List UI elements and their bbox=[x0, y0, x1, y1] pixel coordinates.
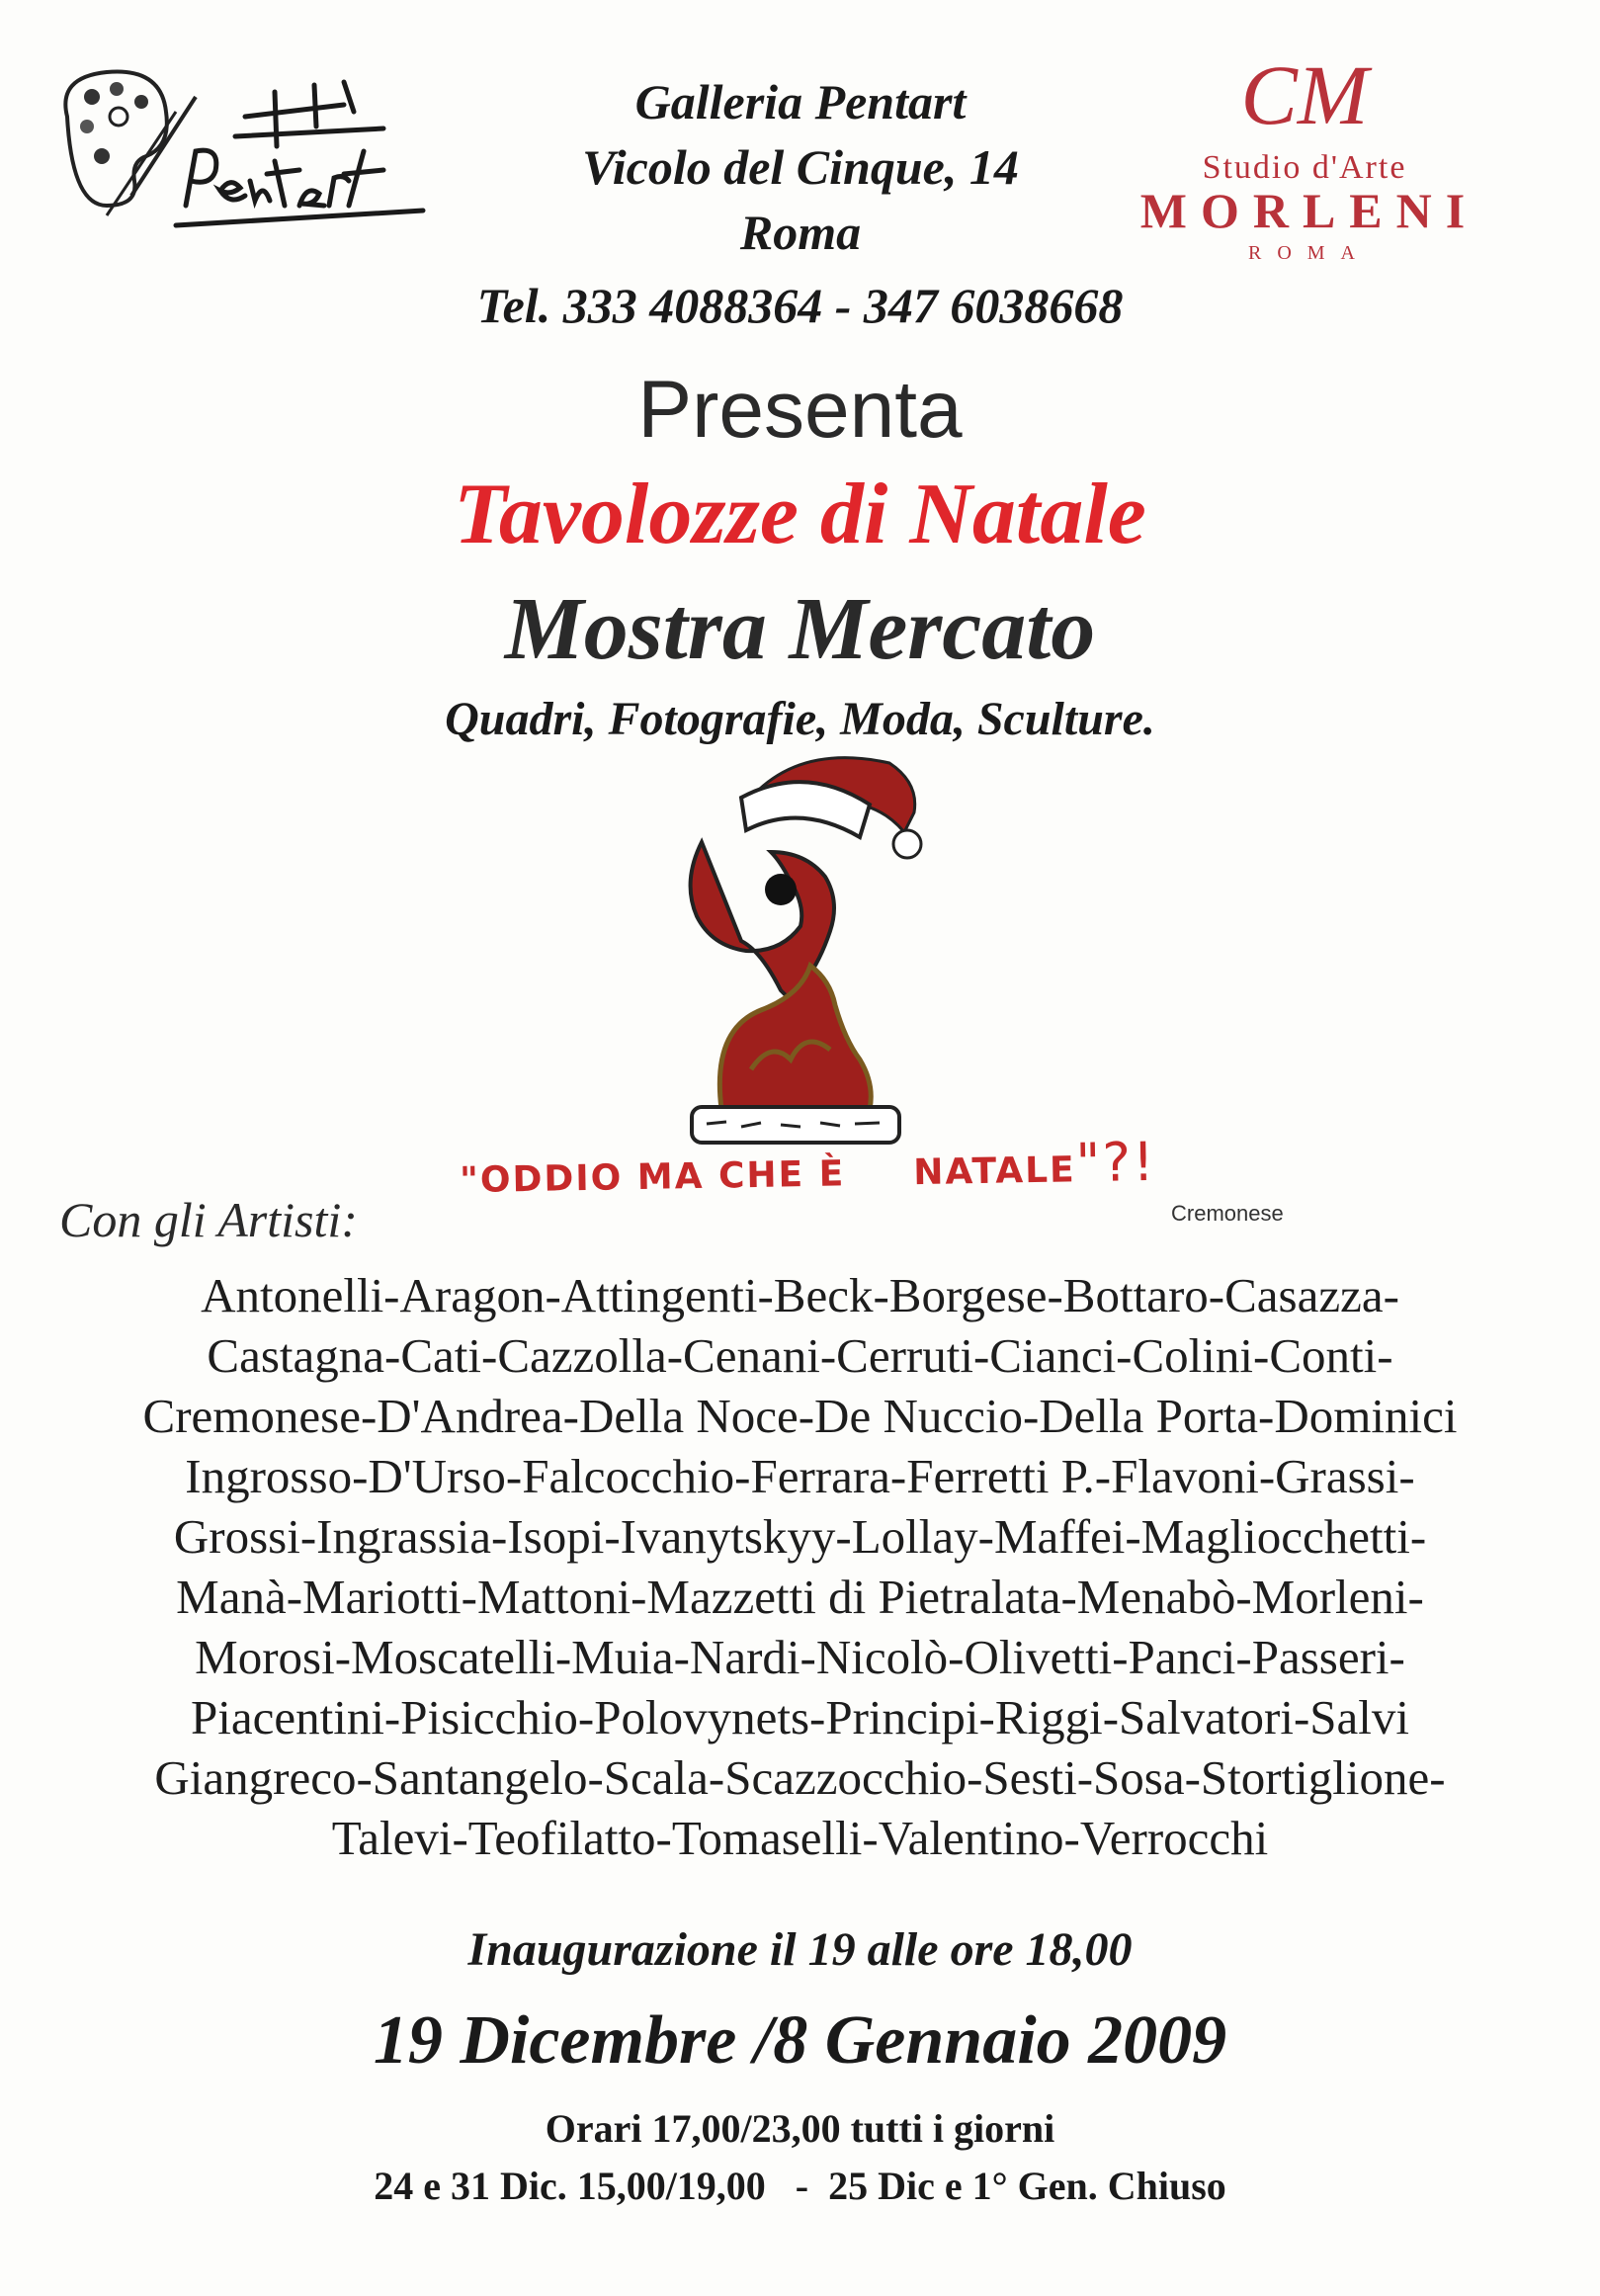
phone-numbers: Tel. 333 4088364 - 347 6038668 bbox=[476, 278, 1124, 333]
event-subtitle: Mostra Mercato bbox=[504, 580, 1096, 678]
artist-line: Manà-Mariotti-Mattoni-Mazzetti di Pietralata-Menabò-Morleni- bbox=[176, 1570, 1424, 1624]
artists-list bbox=[0, 1265, 1600, 1868]
event-title: Tavolozze di Natale bbox=[454, 467, 1146, 562]
opening-hours: Orari 17,00/23,00 tutti i giorni bbox=[545, 2106, 1055, 2151]
gallery-city: Roma bbox=[739, 205, 862, 260]
caption-part-1: "ODDIO MA CHE È bbox=[459, 1153, 846, 1202]
artist-line: Antonelli-Aragon-Attingenti-Beck-Borgese-Bottaro-Casazza- bbox=[201, 1268, 1399, 1322]
holiday-hours: 24 e 31 Dic. 15,00/19,00 - 25 Dic e 1° Gen. Chiuso bbox=[374, 2164, 1226, 2208]
artists-label: Con gli Artisti: bbox=[59, 1192, 358, 1247]
caption-part-2: NATALE bbox=[912, 1149, 1077, 1194]
pentart-signature bbox=[176, 82, 423, 225]
morleni-studio-label: Studio d'Arte bbox=[1202, 149, 1407, 186]
morleni-logo bbox=[1137, 40, 1532, 277]
artist-line: Grossi-Ingrassia-Isopi-Ivanytskyy-Lollay-Maffei-Magliocchetti- bbox=[173, 1509, 1427, 1564]
pentart-logo bbox=[47, 57, 472, 255]
inauguration-info: Inaugurazione il 19 alle ore 18,00 bbox=[467, 1923, 1133, 1976]
caption-end: "?! bbox=[1075, 1130, 1157, 1195]
artist-line: Piacentini-Pisicchio-Polovynets-Principi-Riggi-Salvatori-Salvi bbox=[190, 1690, 1409, 1744]
gallery-name: Galleria Pentart bbox=[634, 74, 967, 129]
palette-icon bbox=[65, 72, 196, 216]
illustration-credit: Cremonese bbox=[1171, 1201, 1284, 1226]
address-block bbox=[494, 69, 1107, 265]
artist-line: Giangreco-Santangelo-Scala-Scazzocchio-Sesti-Sosa-Stortiglione- bbox=[154, 1750, 1446, 1805]
santa-question-mark-illustration bbox=[632, 743, 959, 1148]
artist-line: Cremonese-D'Andrea-Della Noce-De Nuccio-Della Porta-Dominici bbox=[142, 1389, 1458, 1443]
artist-line: Morosi-Moscatelli-Muia-Nardi-Nicolò-Olivetti-Panci-Passeri- bbox=[195, 1630, 1405, 1684]
morleni-name: MORLENI bbox=[1139, 183, 1479, 238]
event-categories: Quadri, Fotografie, Moda, Sculture. bbox=[445, 693, 1155, 745]
illustration-caption bbox=[460, 1131, 1157, 1205]
morleni-monogram: CM bbox=[1240, 47, 1369, 142]
exhibition-dates: 19 Dicembre /8 Gennaio 2009 bbox=[373, 2002, 1227, 2079]
gallery-street: Vicolo del Cinque, 14 bbox=[582, 139, 1019, 195]
artist-line: Ingrosso-D'Urso-Falcocchio-Ferrara-Ferretti P.-Flavoni-Grassi- bbox=[185, 1449, 1415, 1503]
artist-line: Talevi-Teofilatto-Tomaselli-Valentino-Verrocchi bbox=[331, 1811, 1269, 1865]
morleni-city: ROMA bbox=[1247, 242, 1372, 264]
artist-line: Castagna-Cati-Cazzolla-Cenani-Cerruti-Cianci-Colini-Conti- bbox=[207, 1328, 1393, 1383]
presenta-heading: Presenta bbox=[637, 365, 963, 455]
